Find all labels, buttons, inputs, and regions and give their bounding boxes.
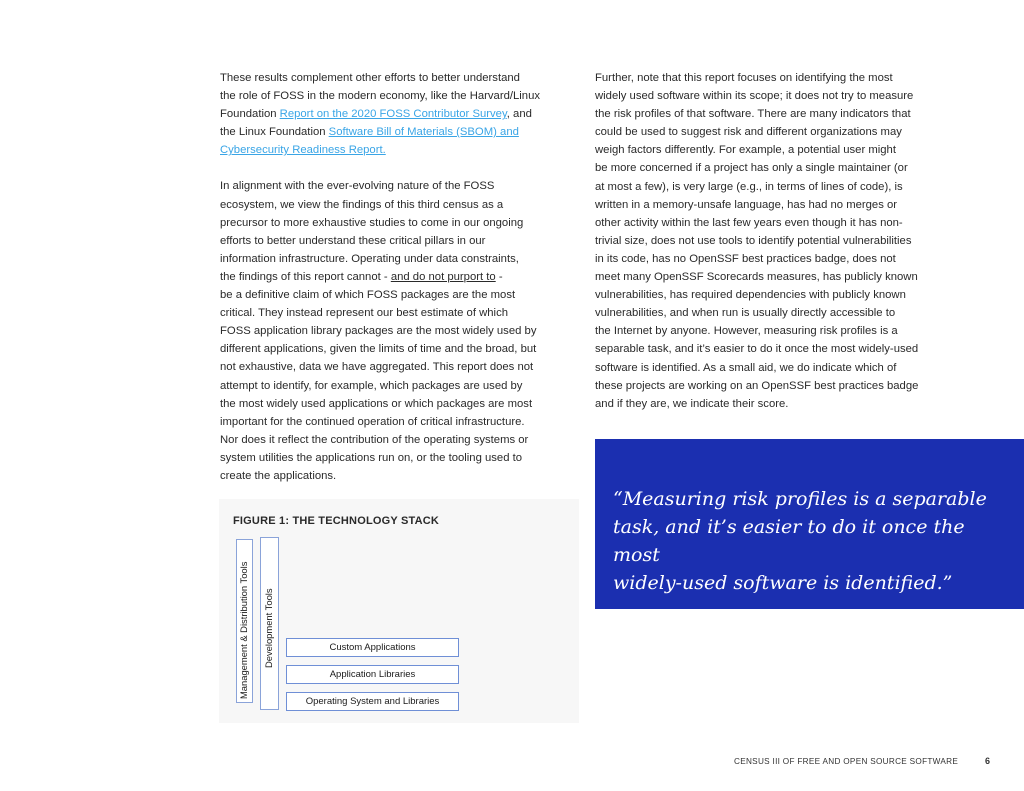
stack-layer-custom-applications: Custom Applications [286, 638, 459, 657]
sbom-report-link-cont[interactable]: Cybersecurity Readiness Report. [220, 144, 386, 157]
management-tools-label: Management & Distribution Tools [238, 561, 249, 699]
sbom-report-link[interactable]: Software Bill of Materials (SBOM) and [328, 126, 519, 139]
technology-stack-figure [219, 499, 579, 723]
risk-profile-paragraph: Further, note that this report focuses on identifying the most widely used software within its scope; it does not try to measure the risk profiles of that software. There are many indicators that could be used to suggest risk and different organizations may weigh factors differently. For example, a potential user might be more concerned if a project has only a single maintainer (or at most a few), is very large (e.g., in terms of lines of code), is written in a memory-unsafe language, has had no merges or other activity within the last few years even though it has non- trivial size, does not use tools to identify potential vulnerabilities in its code, has no OpenSSF best practices badge, does not meet many OpenSSF Scorecards measures, has publicly known vulnerabilities, has required dependencies with publicly known vulnerabilities, and when run is usually directly accessible to the Internet by anyone. However, measuring risk profiles is a separable task, and it’s easier to do it once the most widely-used software is identified. As a small aid, we do indicate which of these projects are working on an OpenSSF best practices badge and if they are, we indicate their score. [595, 72, 919, 410]
page-number: 6 [985, 756, 991, 766]
stack-layer-application-libraries: Application Libraries [286, 665, 459, 684]
pull-quote-text: “Measuring risk profiles is a separable task, and it’s easier to do it once the most widely-used software is identified.” [613, 488, 987, 594]
management-tools-bar [236, 539, 253, 703]
right-column [595, 69, 957, 413]
intro-paragraph: These results complement other efforts to better understand the role of FOSS in the modern economy, like the Harvard/Linux Foundation Report on the 2020 FOSS Contributor Survey, and the Linux Foundation Software Bill of Materials (SBOM) and Cybersecurity Readiness Report. [220, 72, 541, 157]
development-tools-label: Development Tools [263, 588, 274, 668]
figure-title: FIGURE 1: THE TECHNOLOGY STACK [233, 515, 440, 527]
pull-quote-box [595, 439, 1024, 609]
alignment-paragraph: In alignment with the ever-evolving nature of the FOSS ecosystem, we view the findings of this third census as a precursor to more exhaustive studies to come in our ongoing efforts to better understand these critical pillars in our information infrastructure. Operating under data constraints, the findings of this report cannot - and do not purport to - be a definitive claim of which FOSS packages are the most critical. They instead represent our best estimate of which FOSS application library packages are the most widely used by different applications, given the limits of time and the broad, but not exhaustive, data we have aggregated. This report does not attempt to identify, for example, which packages are used by the most widely used applications or which packages are most important for the continued operation of critical infrastructure. Nor does it reflect the contribution of the operating systems or system utilities the applications run on, or the tooling used to create the applications. [220, 180, 537, 482]
left-column [220, 69, 580, 485]
development-tools-bar [260, 537, 279, 710]
footer-report-title: CENSUS III OF FREE AND OPEN SOURCE SOFTWARE [734, 757, 959, 766]
stack-layer-operating-system: Operating System and Libraries [286, 692, 459, 711]
harvard-survey-link[interactable]: Report on the 2020 FOSS Contributor Survey [279, 108, 507, 121]
purport-underlined: and do not purport to [390, 270, 496, 283]
